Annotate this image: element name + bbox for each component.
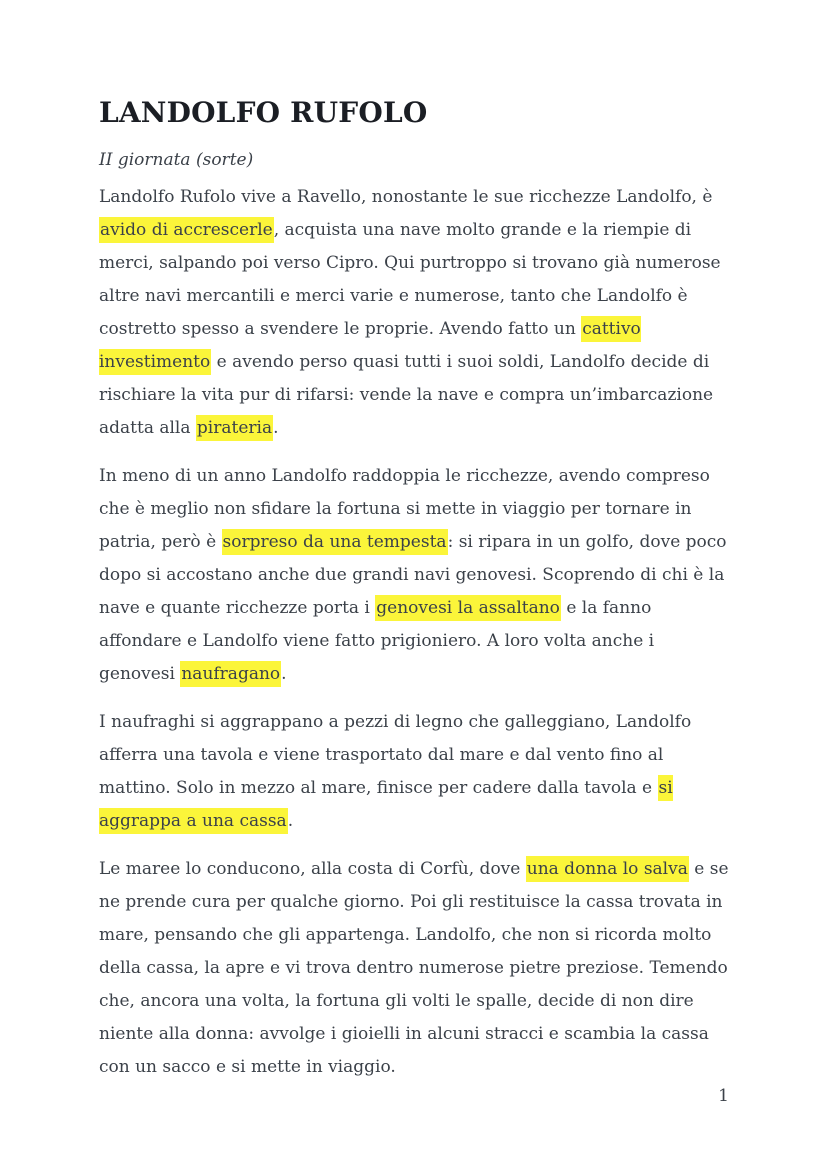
highlighted-text: genovesi la assaltano xyxy=(375,595,561,621)
text-segment: Le maree lo conducono, alla costa di Corfù, dove xyxy=(99,859,526,880)
paragraph xyxy=(99,181,733,445)
highlighted-text: cattivo investimento xyxy=(99,316,641,375)
paragraph xyxy=(99,853,733,1084)
text-segment: I naufraghi si aggrappano a pezzi di legno che galleggiano, Landolfo afferra una tavola e viene trasportato dal mare e dal vento fino al mattino. Solo in mezzo al mare, finisce per cadere dalla tavola e xyxy=(99,712,692,799)
highlighted-text: avido di accrescerle xyxy=(99,217,274,243)
page-number: 1 xyxy=(718,1086,729,1106)
text-segment: : si ripara in un golfo, dove poco dopo si accostano anche due grandi navi genovesi. Scoprendo di chi è la nave e quante ricchezze porta i xyxy=(99,532,727,619)
page-title: LANDOLFO RUFOLO xyxy=(99,96,428,129)
text-segment: , acquista una nave molto grande e la riempie di merci, salpando poi verso Cipro. Qui purtroppo si trovano già numerose altre navi mercantili e merci varie e numerose, tanto che Landolfo è costretto spesso a svendere le proprie. Avendo fatto un xyxy=(99,220,721,340)
highlighted-text: una donna lo salva xyxy=(526,856,689,882)
highlighted-text: pirateria xyxy=(196,415,273,441)
text-segment: . xyxy=(281,664,287,685)
text-segment: Landolfo Rufolo vive a Ravello, nonostante le sue ricchezze Landolfo, è xyxy=(99,187,713,208)
highlighted-text: naufragano xyxy=(180,661,281,687)
paragraph xyxy=(99,460,733,691)
document-content xyxy=(99,96,733,1099)
highlighted-text: si aggrappa a una cassa xyxy=(99,775,673,834)
paragraph xyxy=(99,706,733,838)
paragraphs-container xyxy=(99,181,733,1084)
text-segment: . xyxy=(287,811,294,832)
page-subtitle: II giornata (sorte) xyxy=(99,149,254,170)
text-segment: e se ne prende cura per qualche giorno. Poi gli restituisce la cassa trovata in mare, pensando che gli appartenga. Landolfo, che non si ricorda molto della cassa, la apre e vi trova dentro numerose pietre preziose. Temendo che, ancora una volta, la fortuna gli volti le spalle, decide di non dire niente alla donna: avvolge i gioielli in alcuni stracci e scambia la cassa con un sacco e si mette in viaggio. xyxy=(99,859,729,1078)
text-segment: . xyxy=(273,418,279,439)
highlighted-text: sorpreso da una tempesta xyxy=(222,529,448,555)
text-segment: e la fanno affondare e Landolfo viene fatto prigioniero. A loro volta anche i genovesi xyxy=(99,598,655,685)
text-segment: e avendo perso quasi tutti i suoi soldi, Landolfo decide di rischiare la vita pur di rifarsi: vende la nave e compra un’imbarcazione adatta alla xyxy=(99,352,714,439)
text-segment: In meno di un anno Landolfo raddoppia le ricchezze, avendo compreso che è meglio non sfidare la fortuna si mette in viaggio per tornare in patria, però è xyxy=(99,466,710,553)
